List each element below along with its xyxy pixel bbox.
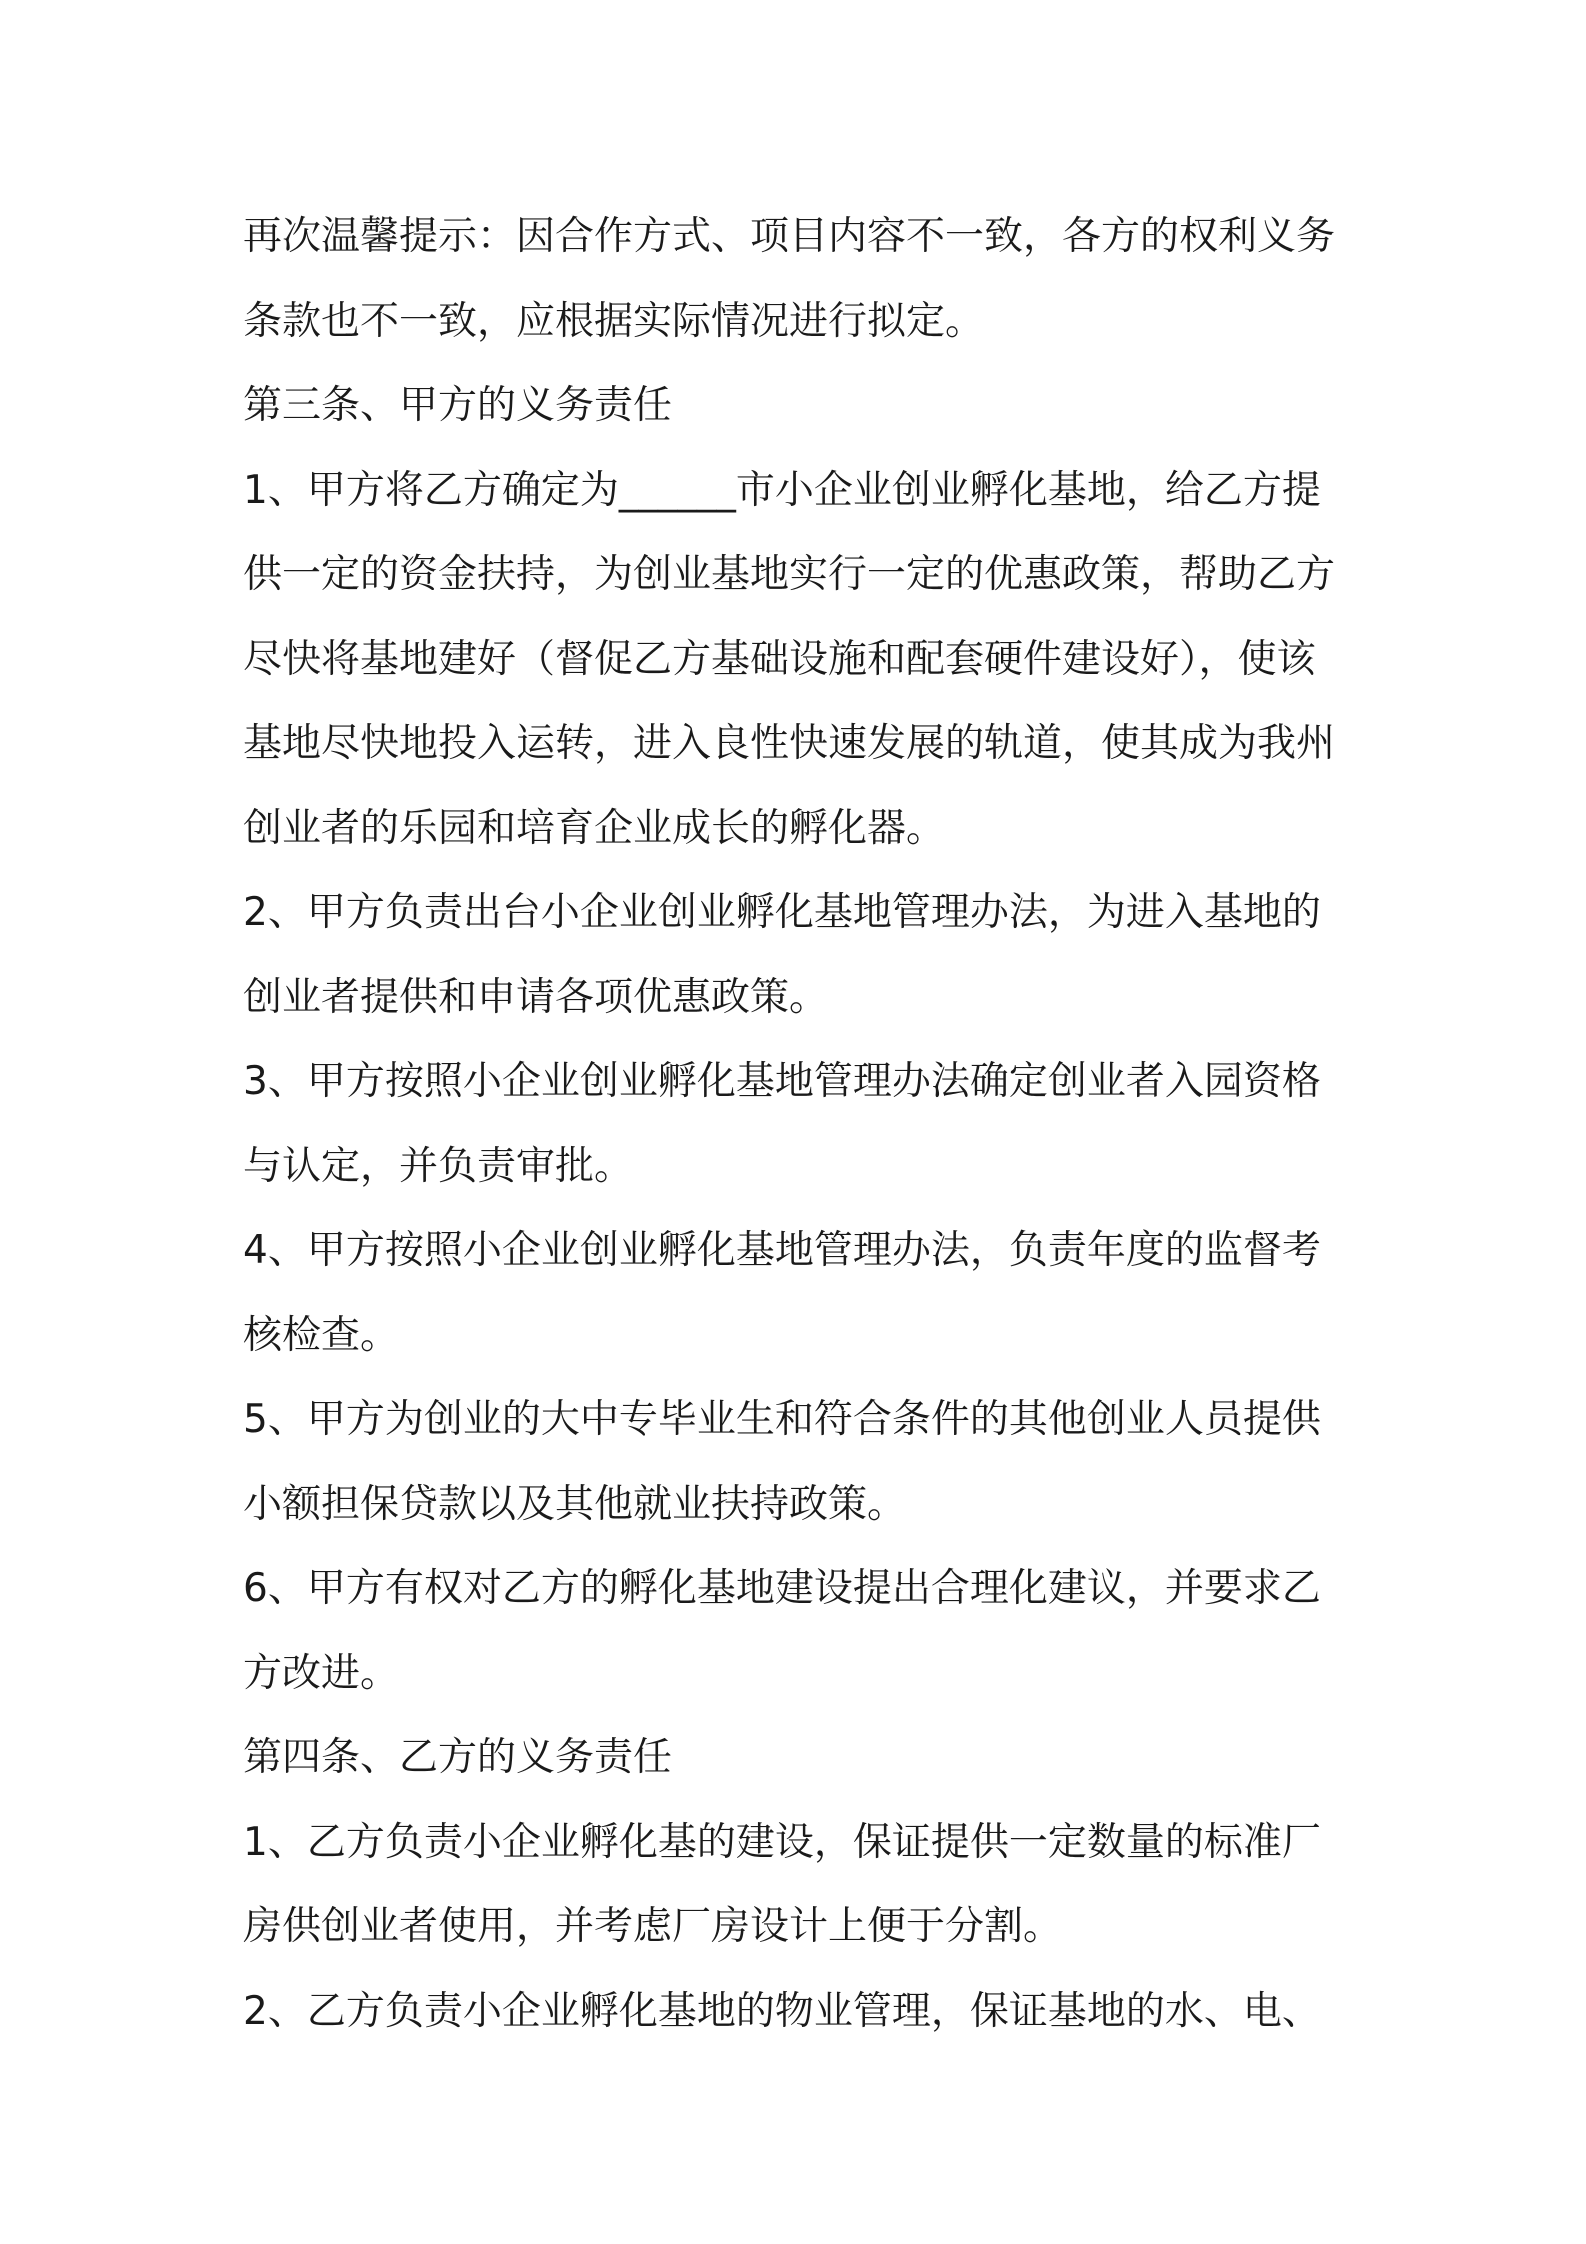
article-3-item-3-line-2: 与认定，并负责审批。: [243, 1143, 634, 1189]
article-3-item-6-line-1: 6、甲方有权对乙方的孵化基地建设提出合理化建议，并要求乙: [243, 1566, 1321, 1611]
article-3-item-3-line-1: 3、甲方按照小企业创业孵化基地管理办法确定创业者入园资格: [243, 1059, 1321, 1104]
article-3-item-4-line-2: 核检查。: [243, 1312, 400, 1358]
reminder-line-1: 再次温馨提示：因合作方式、项目内容不一致，各方的权利义务: [243, 214, 1336, 259]
article-4-item-1-line-1: 1、乙方负责小企业孵化基的建设，保证提供一定数量的标准厂: [243, 1819, 1321, 1865]
article-3-item-6-line-2: 方改进。: [243, 1650, 400, 1696]
article-3-item-1-line-5: 创业者的乐园和培育企业成长的孵化器。: [243, 805, 946, 851]
article-3-item-4-line-1: 4、甲方按照小企业创业孵化基地管理办法，负责年度的监督考: [243, 1228, 1321, 1273]
document-body: [243, 195, 1363, 2054]
article-4-item-1-line-2: 房供创业者使用，并考虑厂房设计上便于分割。: [243, 1904, 1063, 1949]
article-3-item-5-line-2: 小额担保贷款以及其他就业扶持政策。: [243, 1481, 907, 1527]
article-3-item-1-line-2: 供一定的资金扶持，为创业基地实行一定的优惠政策，帮助乙方: [243, 552, 1336, 597]
article-4-item-2-line-1: 2、乙方负责小企业孵化基地的物业管理，保证基地的水、电、: [243, 1988, 1321, 2034]
article-3-item-5-line-1: 5、甲方为创业的大中专毕业生和符合条件的其他创业人员提供: [243, 1397, 1321, 1442]
article-3-item-2-line-1: 2、甲方负责出台小企业创业孵化基地管理办法，为进入基地的: [243, 890, 1321, 935]
reminder-line-2: 条款也不一致，应根据实际情况进行拟定。: [243, 298, 985, 344]
article-3-item-2-line-2: 创业者提供和申请各项优惠政策。: [243, 974, 829, 1020]
article-3-item-1-line-3: 尽快将基地建好（督促乙方基础设施和配套硬件建设好），使该: [243, 636, 1316, 682]
article-3-item-1-line-4: 基地尽快地投入运转，进入良性快速发展的轨道，使其成为我州: [243, 721, 1336, 766]
article-3-item-1-line-1: 1、甲方将乙方确定为______市小企业创业孵化基地，给乙方提: [243, 467, 1321, 513]
article-3-heading: 第三条、甲方的义务责任: [243, 383, 673, 428]
article-4-heading: 第四条、乙方的义务责任: [243, 1735, 673, 1780]
